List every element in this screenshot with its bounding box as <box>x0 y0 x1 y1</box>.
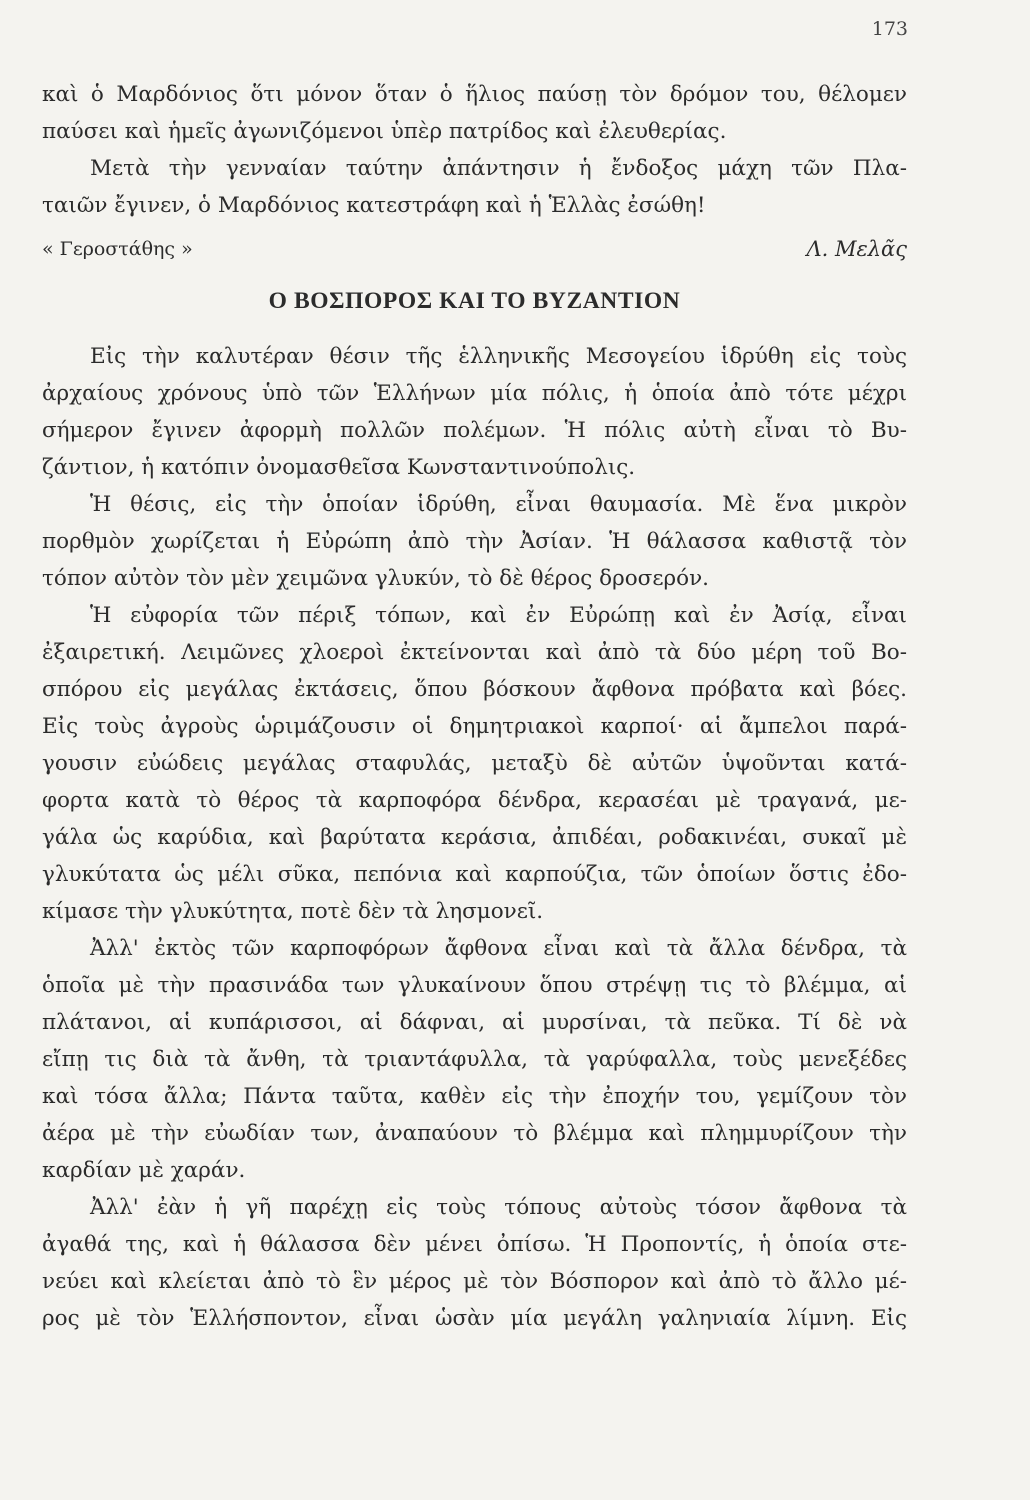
text-line: γάλα ὡς καρύδια, καὶ βαρύτατα κεράσια, ἀπιδέαι, ροδακινέαι, συκαῖ μὲ <box>42 825 907 850</box>
text-line: κίμασε τὴν γλυκύτητα, ποτὲ δὲν τὰ λησμονεῖ. <box>42 899 544 924</box>
text-line: Μετὰ τὴν γενναίαν ταύτην ἀπάντησιν ἡ ἔνδοξος μάχη τῶν Πλα- <box>90 156 907 181</box>
text-line: καρδίαν μὲ χαράν. <box>42 1158 246 1183</box>
text-line: ὁποῖα μὲ τὴν πρασινάδα των γλυκαίνουν ὅπου στρέψῃ τις τὸ βλέμμα, αἱ <box>42 973 907 998</box>
page-number: 173 <box>871 18 908 40</box>
text-line: ἀέρα μὲ τὴν εὐωδίαν των, ἀναπαύουν τὸ βλέμμα καὶ πλημμυρίζουν τὴν <box>42 1121 907 1146</box>
attribution-author: Λ. Μελᾶς <box>806 237 907 261</box>
text-line: σήμερον ἔγινεν ἀφορμὴ πολλῶν πολέμων. Ἡ πόλις αὐτὴ εἶναι τὸ Βυ- <box>42 418 907 443</box>
text-line: ἀρχαίους χρόνους ὑπὸ τῶν Ἑλλήνων μία πόλις, ἡ ὁποία ἀπὸ τότε μέχρι <box>42 381 907 406</box>
text-line: πλάτανοι, αἱ κυπάρισσοι, αἱ δάφναι, αἱ μυρσίναι, τὰ πεῦκα. Τί δὲ νὰ <box>42 1010 907 1035</box>
attribution-source: « Γεροστάθης » <box>42 238 193 260</box>
text-line: Εἰς τὴν καλυτέραν θέσιν τῆς ἑλληνικῆς Μεσογείου ἱδρύθη εἰς τοὺς <box>90 344 907 369</box>
text-line: καὶ ὁ Μαρδόνιος ὅτι μόνον ὅταν ὁ ἥλιος παύσῃ τὸν δρόμον του, θέλομεν <box>42 82 907 107</box>
text-line: γλυκύτατα ὡς μέλι σῦκα, πεπόνια καὶ καρπούζια, τῶν ὁποίων ὅστις ἐδο- <box>42 862 907 887</box>
text-line: ζάντιον, ἡ κατόπιν ὀνομασθεῖσα Κωνσταντινούπολις. <box>42 455 636 480</box>
text-line: ἐξαιρετική. Λειμῶνες χλοεροὶ ἐκτείνονται καὶ ἀπὸ τὰ δύο μέρη τοῦ Βο- <box>42 640 907 665</box>
text-line: Ἡ θέσις, εἰς τὴν ὁποίαν ἱδρύθη, εἶναι θαυμασία. Μὲ ἕνα μικρὸν <box>90 492 907 517</box>
text-line: Ἡ εὐφορία τῶν πέριξ τόπων, καὶ ἐν Εὐρώπῃ καὶ ἐν Ἀσίᾳ, εἶναι <box>90 603 907 628</box>
text-line: ταιῶν ἔγινεν, ὁ Μαρδόνιος κατεστράφη καὶ ἡ Ἑλλὰς ἐσώθη! <box>42 193 706 218</box>
text-line: νεύει καὶ κλείεται ἀπὸ τὸ ἓν μέρος μὲ τὸν Βόσπορον καὶ ἀπὸ τὸ ἄλλο μέ- <box>42 1269 907 1294</box>
attribution <box>42 230 907 268</box>
text-line: Ἀλλ' ἐὰν ἡ γῆ παρέχῃ εἰς τοὺς τόπους αὐτοὺς τόσον ἄφθονα τὰ <box>90 1195 907 1220</box>
text-line: σπόρου εἰς μεγάλας ἐκτάσεις, ὅπου βόσκουν ἄφθονα πρόβατα καὶ βόες. <box>42 677 907 702</box>
chapter-heading: Ο ΒΟΣΠΟΡΟΣ ΚΑΙ ΤΟ ΒΥΖΑΝΤΙΟΝ <box>268 288 681 314</box>
text-line: Εἰς τοὺς ἀγροὺς ὡριμάζουσιν οἱ δημητριακοὶ καρποί· αἱ ἄμπελοι παρά- <box>42 714 907 739</box>
text-line: Ἀλλ' ἐκτὸς τῶν καρποφόρων ἄφθονα εἶναι καὶ τὰ ἄλλα δένδρα, τὰ <box>90 936 907 961</box>
text-line: πορθμὸν χωρίζεται ἡ Εὐρώπη ἀπὸ τὴν Ἀσίαν. Ἡ θάλασσα καθιστᾷ τὸν <box>42 529 907 554</box>
text-line: γουσιν εὐώδεις μεγάλας σταφυλάς, μεταξὺ δὲ αὐτῶν ὑψοῦνται κατά- <box>42 751 907 776</box>
text-line: παύσει καὶ ἡμεῖς ἀγωνιζόμενοι ὑπὲρ πατρίδος καὶ ἐλευθερίας. <box>42 119 727 144</box>
text-line: καὶ τόσα ἄλλα; Πάντα ταῦτα, καθὲν εἰς τὴν ἐποχήν του, γεμίζουν τὸν <box>42 1084 907 1109</box>
text-line: ἀγαθά της, καὶ ἡ θάλασσα δὲν μένει ὀπίσω. Ἡ Προποντίς, ἡ ὁποία στε- <box>42 1232 907 1257</box>
chapter-body <box>42 338 907 1337</box>
text-line: φορτα κατὰ τὸ θέρος τὰ καρποφόρα δένδρα, κερασέαι μὲ τραγανά, με- <box>42 788 907 813</box>
previous-text-ending <box>42 76 907 224</box>
text-line: τόπον αὐτὸν τὸν μὲν χειμῶνα γλυκύν, τὸ δὲ θέρος δροσερόν. <box>42 566 709 591</box>
text-column <box>42 76 907 1337</box>
text-line: ρος μὲ τὸν Ἑλλήσποντον, εἶναι ὡσὰν μία μεγάλη γαληνιαία λίμνη. Εἰς <box>42 1306 907 1331</box>
text-line: εἴπῃ τις διὰ τὰ ἄνθη, τὰ τριαντάφυλλα, τὰ γαρύφαλλα, τοὺς μενεξέδες <box>42 1047 907 1072</box>
